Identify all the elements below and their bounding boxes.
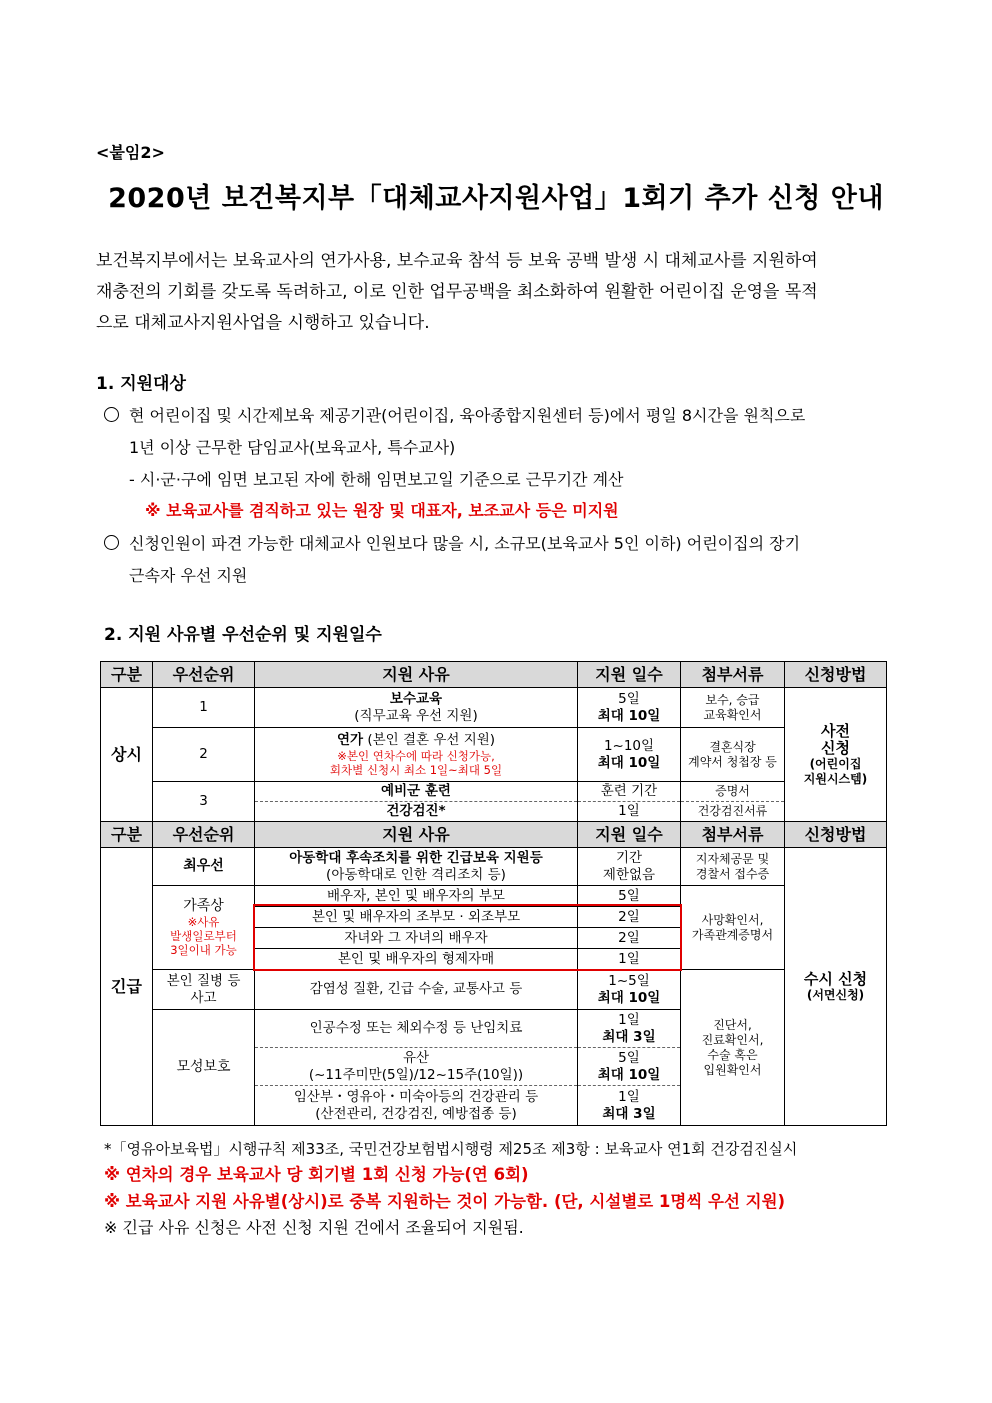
reason-text: 유산 — [402, 1049, 430, 1066]
days-cell: 2일 — [578, 907, 681, 928]
days-cell: 1일 — [578, 949, 681, 970]
days-text: 제한없음 — [602, 866, 656, 883]
days-cell — [578, 848, 681, 886]
method-text: 신청 — [821, 738, 850, 757]
reason-sub: (아동학대로 인한 격리조치 등) — [326, 866, 506, 883]
section1-heading: 1. 지원대상 — [96, 374, 186, 394]
docs-text: 보수, 승급 — [705, 692, 760, 707]
days-cell — [578, 1010, 681, 1048]
rank-maternity: 모성보호 — [153, 1010, 255, 1126]
footnote: *「영유아보육법」시행규칙 제33조, 국민건강보험법시행령 제25조 제3항 : 보육교사 연1회 건강검진실시 — [104, 1140, 798, 1158]
reason-sub: (직무교육 우선 지원) — [354, 707, 478, 724]
reason-cell — [255, 1048, 578, 1086]
table-row — [101, 728, 887, 782]
category-regular: 상시 — [101, 688, 153, 822]
docs-text: 사망확인서, — [701, 912, 764, 927]
target-item-2 — [104, 531, 800, 554]
header-cell: 지원 일수 — [578, 822, 681, 848]
rank-family — [153, 886, 255, 970]
docs-text: 수술 혹은 — [707, 1047, 758, 1062]
method-sub: (어린이집 — [809, 756, 862, 771]
reason-cell: 건강검진* — [255, 802, 578, 822]
docs-text: 진료확인서, — [701, 1032, 764, 1047]
method-text: 사전 — [821, 721, 850, 740]
docs-cell: 증명서 — [681, 782, 785, 802]
method-sub: (서면신청) — [806, 987, 865, 1002]
support-table — [100, 661, 887, 1126]
target-item-2-line1: 신청인원이 파견 가능한 대체교사 인원보다 많을 시, 소규모(보육교사 5인 이하) 어린이집의 장기 — [129, 534, 801, 553]
docs-text: 진단서, — [713, 1017, 752, 1032]
days-max: 최대 10일 — [597, 754, 661, 771]
method-urgent — [785, 848, 887, 1126]
table-header-row — [101, 822, 887, 848]
rank-text: 사고 — [190, 989, 217, 1006]
days-cell — [578, 970, 681, 1010]
days-cell: 2일 — [578, 928, 681, 949]
reason-text: 임산부・영유아・미숙아등의 건강관리 등 — [293, 1088, 539, 1105]
header-cell: 지원 사유 — [255, 662, 578, 688]
document-title: 2020년 보건복지부「대체교사지원사업」1회기 추가 신청 안내 — [108, 183, 884, 214]
rank-cell: 2 — [153, 728, 255, 782]
intro-line: 으로 대체교사지원사업을 시행하고 있습니다. — [96, 313, 430, 333]
days-text: 5일 — [618, 690, 640, 707]
header-cell: 우선순위 — [153, 822, 255, 848]
docs-text: 계약서 청첩장 등 — [688, 754, 777, 769]
target-item-1-sub: - 시·군·구에 임면 보고된 자에 한해 임면보고일 기준으로 근무기간 계산 — [129, 470, 624, 489]
table-row — [101, 688, 887, 728]
method-text: 수시 신청 — [803, 969, 868, 988]
days-max: 최대 10일 — [597, 989, 661, 1006]
reason-sub: (산전관리, 건강검진, 예방접종 등) — [315, 1105, 517, 1122]
table-row — [101, 970, 887, 1010]
rank-cell: 3 — [153, 782, 255, 822]
docs-cell — [681, 886, 785, 970]
target-item-2-line2: 근속자 우선 지원 — [129, 566, 248, 585]
rank-note: 발생일로부터 — [170, 929, 237, 943]
reason-text: 보수교육 — [389, 690, 443, 707]
rank-text: 가족상 — [183, 898, 224, 914]
docs-cell: 건강검진서류 — [681, 802, 785, 822]
docs-text: 교육확인서 — [703, 707, 762, 722]
docs-text: 경찰서 접수증 — [695, 866, 770, 881]
table-row — [101, 782, 887, 802]
intro-line: 보건복지부에서는 보육교사의 연가사용, 보수교육 참석 등 보육 공백 발생 시 대체교사를 지원하여 — [96, 251, 818, 271]
days-cell — [578, 688, 681, 728]
highlight-box — [253, 904, 682, 971]
reason-cell: 본인 및 배우자의 형제자매 — [255, 949, 578, 970]
days-cell — [578, 728, 681, 782]
reason-cell — [255, 848, 578, 886]
header-cell: 첨부서류 — [681, 822, 785, 848]
section2-heading: 2. 지원 사유별 우선순위 및 지원일수 — [104, 625, 382, 645]
target-item-1-line2: 1년 이상 근무한 담임교사(보육교사, 특수교사) — [129, 438, 456, 457]
docs-text: 가족관계증명서 — [691, 927, 774, 942]
reason-note: 회차별 신청시 최소 1일~최대 5일 — [329, 763, 503, 777]
days-text: 1일 — [618, 1088, 640, 1105]
days-text: 1일 — [618, 1011, 640, 1028]
rank-cell — [153, 970, 255, 1010]
reason-cell: 본인 및 배우자의 조부모 · 외조부모 — [255, 907, 578, 928]
method-regular — [785, 688, 887, 822]
header-cell: 신청방법 — [785, 822, 887, 848]
attachment-label: <붙임2> — [96, 143, 165, 162]
days-cell — [578, 1048, 681, 1086]
intro-line: 재충전의 기회를 갖도록 독려하고, 이로 인한 업무공백을 최소화하여 원활한 어린이집 운영을 목적 — [96, 282, 818, 302]
days-max: 최대 3일 — [602, 1028, 656, 1045]
days-text: 1~5일 — [608, 972, 650, 989]
days-text: 1~10일 — [603, 737, 655, 754]
circle-bullet-icon — [104, 407, 119, 422]
reason-note: ※본인 연차수에 따라 신청가능, — [337, 749, 495, 763]
reason-cell — [255, 688, 578, 728]
rank-note: 3일이내 가능 — [170, 943, 237, 957]
note-red-2: ※ 보육교사 지원 사유별(상시)로 중복 지원하는 것이 가능함. (단, 시설별로 1명씩 우선 지원) — [104, 1192, 786, 1211]
header-cell: 구분 — [101, 662, 153, 688]
reason-text: 아동학대 후속조치를 위한 긴급보육 지원등 — [289, 849, 543, 866]
days-cell: 1일 — [578, 802, 681, 822]
header-cell: 지원 사유 — [255, 822, 578, 848]
reason-cell: 배우자, 본인 및 배우자의 부모 — [255, 886, 578, 907]
category-urgent: 긴급 — [101, 848, 153, 1126]
intro-paragraph — [96, 246, 896, 339]
note-red-1: ※ 연차의 경우 보육교사 당 회기별 1회 신청 가능(연 6회) — [104, 1165, 529, 1184]
rank-cell: 최우선 — [153, 848, 255, 886]
header-cell: 신청방법 — [785, 662, 887, 688]
reason-cell: 자녀와 그 자녀의 배우자 — [255, 928, 578, 949]
docs-text: 지자체공문 및 — [695, 851, 770, 866]
days-max: 최대 3일 — [602, 1105, 656, 1122]
note-plain: ※ 긴급 사유 신청은 사전 신청 지원 건에서 조율되어 지원됨. — [104, 1218, 524, 1237]
days-cell: 5일 — [578, 886, 681, 907]
reason-text: 연가 — [336, 732, 364, 748]
reason-paren: (본인 결혼 우선 지원) — [363, 732, 496, 748]
docs-cell — [681, 688, 785, 728]
days-text: 기간 — [615, 849, 643, 866]
target-item-1-note: ※ 보육교사를 겸직하고 있는 원장 및 대표자, 보조교사 등은 미지원 — [145, 501, 619, 520]
circle-bullet-icon — [104, 535, 119, 550]
days-cell — [578, 1086, 681, 1126]
reason-cell — [255, 728, 578, 782]
days-text: 5일 — [618, 1049, 640, 1066]
target-item-1 — [104, 403, 805, 426]
table-header-row — [101, 662, 887, 688]
target-item-1-line1: 현 어린이집 및 시간제보육 제공기관(어린이집, 육아종합지원센터 등)에서 평일 8시간을 원칙으로 — [129, 406, 806, 425]
table-row — [101, 848, 887, 886]
reason-cell: 감염성 질환, 긴급 수술, 교통사고 등 — [255, 970, 578, 1010]
days-max: 최대 10일 — [597, 1066, 661, 1083]
days-max: 최대 10일 — [597, 707, 661, 724]
reason-sub: (~11주미만(5일)/12~15주(10일)) — [308, 1066, 524, 1083]
reason-cell: 인공수정 또는 체외수정 등 난임치료 — [255, 1010, 578, 1048]
docs-cell — [681, 970, 785, 1126]
header-cell: 구분 — [101, 822, 153, 848]
method-sub: 지원시스템) — [803, 771, 868, 786]
docs-cell — [681, 848, 785, 886]
docs-cell — [681, 728, 785, 782]
header-cell: 우선순위 — [153, 662, 255, 688]
docs-text: 입원확인서 — [703, 1062, 762, 1077]
docs-text: 결혼식장 — [709, 739, 756, 754]
reason-cell: 예비군 훈련 — [255, 782, 578, 802]
header-cell: 첨부서류 — [681, 662, 785, 688]
rank-cell: 1 — [153, 688, 255, 728]
header-cell: 지원 일수 — [578, 662, 681, 688]
reason-cell — [255, 1086, 578, 1126]
rank-text: 본인 질병 등 — [166, 972, 241, 989]
days-cell: 훈련 기간 — [578, 782, 681, 802]
rank-note: ※사유 — [187, 915, 220, 929]
